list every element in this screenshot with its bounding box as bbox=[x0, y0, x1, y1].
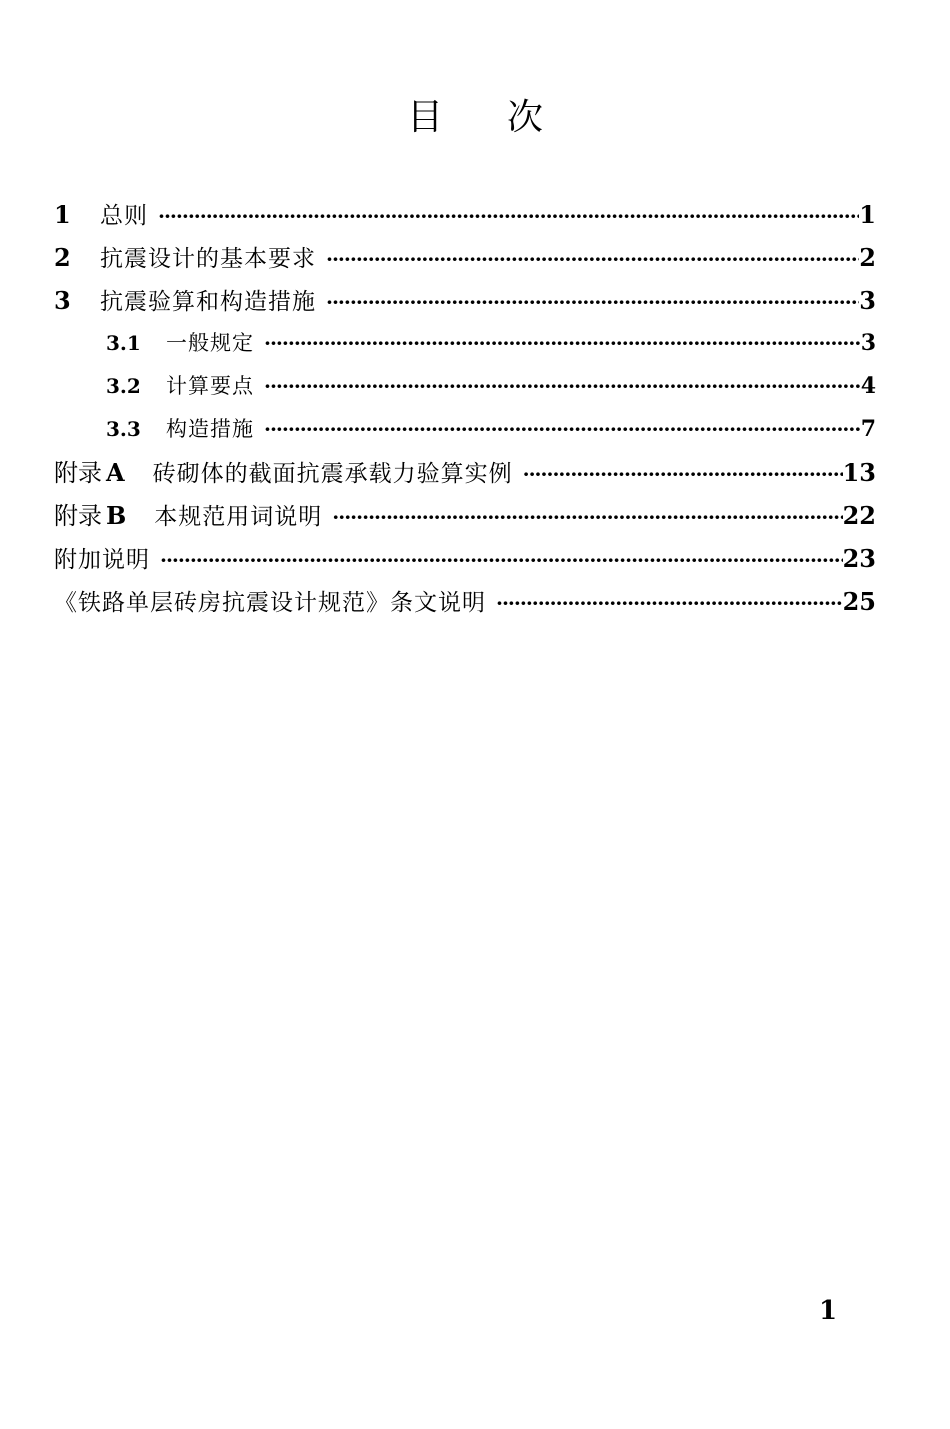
page-title-char-2: 次 bbox=[507, 97, 544, 138]
toc-entry-title: 本规范用词说明 bbox=[154, 504, 323, 530]
toc-leader-dots bbox=[158, 195, 859, 238]
toc-leader-dots bbox=[326, 238, 859, 281]
toc-entry-3-1[interactable] bbox=[54, 322, 876, 365]
toc-entry-appendix-letter: A bbox=[106, 458, 125, 487]
page-title bbox=[0, 97, 950, 138]
toc-entry-1[interactable] bbox=[54, 193, 876, 236]
toc-entry-title: 计算要点 bbox=[166, 374, 254, 398]
toc-entry-number: 3 bbox=[54, 286, 71, 315]
toc-entry-page: 1 bbox=[859, 200, 876, 229]
toc-entry-title: 构造措施 bbox=[166, 417, 254, 441]
toc-entry-page: 4 bbox=[860, 373, 876, 399]
toc-entry-number: 3.1 bbox=[106, 331, 141, 355]
toc-entry-2[interactable] bbox=[54, 236, 876, 279]
toc-entry-3[interactable] bbox=[54, 279, 876, 322]
toc-entry-title: 附加说明 bbox=[54, 547, 150, 573]
toc-entry-appendix-letter: B bbox=[106, 501, 127, 530]
page-title-char-1: 目 bbox=[406, 97, 443, 138]
toc-leader-dots bbox=[264, 322, 861, 365]
toc-entry-appendix-a[interactable] bbox=[54, 451, 876, 494]
page-number: 1 bbox=[819, 1296, 838, 1326]
toc-entry-title: 一般规定 bbox=[166, 331, 254, 355]
toc-entry-commentary[interactable] bbox=[54, 580, 876, 623]
toc-entry-title: 总则 bbox=[100, 203, 148, 229]
toc-leader-dots bbox=[496, 582, 843, 625]
toc-entry-appendix-b[interactable] bbox=[54, 494, 876, 537]
toc-entry-page: 7 bbox=[860, 416, 876, 442]
toc-entry-number: 2 bbox=[54, 243, 71, 272]
toc-entry-page: 3 bbox=[860, 330, 876, 356]
toc-entry-page: 22 bbox=[842, 501, 876, 530]
toc-leader-dots bbox=[523, 453, 843, 496]
toc-entry-number: 3.2 bbox=[106, 374, 141, 398]
toc-entry-title: 《铁路单层砖房抗震设计规范》条文说明 bbox=[54, 590, 486, 616]
toc-entry-number: 1 bbox=[54, 200, 71, 229]
toc-leader-dots bbox=[332, 496, 842, 539]
toc-entry-additional-notes[interactable] bbox=[54, 537, 876, 580]
toc-entry-3-3[interactable] bbox=[54, 408, 876, 451]
toc-entry-page: 25 bbox=[842, 587, 876, 616]
toc-entry-page: 13 bbox=[842, 458, 876, 487]
toc-entry-3-2[interactable] bbox=[54, 365, 876, 408]
toc-entry-page: 2 bbox=[859, 243, 876, 272]
toc-leader-dots bbox=[160, 539, 843, 582]
toc-leader-dots bbox=[264, 408, 861, 451]
table-of-contents bbox=[54, 193, 876, 623]
toc-entry-prefix: 附录 bbox=[54, 502, 102, 530]
toc-entry-title: 砖砌体的截面抗震承载力验算实例 bbox=[152, 461, 513, 487]
toc-entry-title: 抗震设计的基本要求 bbox=[100, 246, 316, 272]
toc-entry-prefix: 附录 bbox=[54, 459, 102, 487]
toc-leader-dots bbox=[264, 365, 861, 408]
toc-entry-page: 23 bbox=[842, 544, 876, 573]
toc-entry-number: 3.3 bbox=[106, 417, 141, 441]
toc-leader-dots bbox=[326, 281, 859, 324]
toc-entry-title: 抗震验算和构造措施 bbox=[100, 289, 316, 315]
toc-entry-page: 3 bbox=[859, 286, 876, 315]
